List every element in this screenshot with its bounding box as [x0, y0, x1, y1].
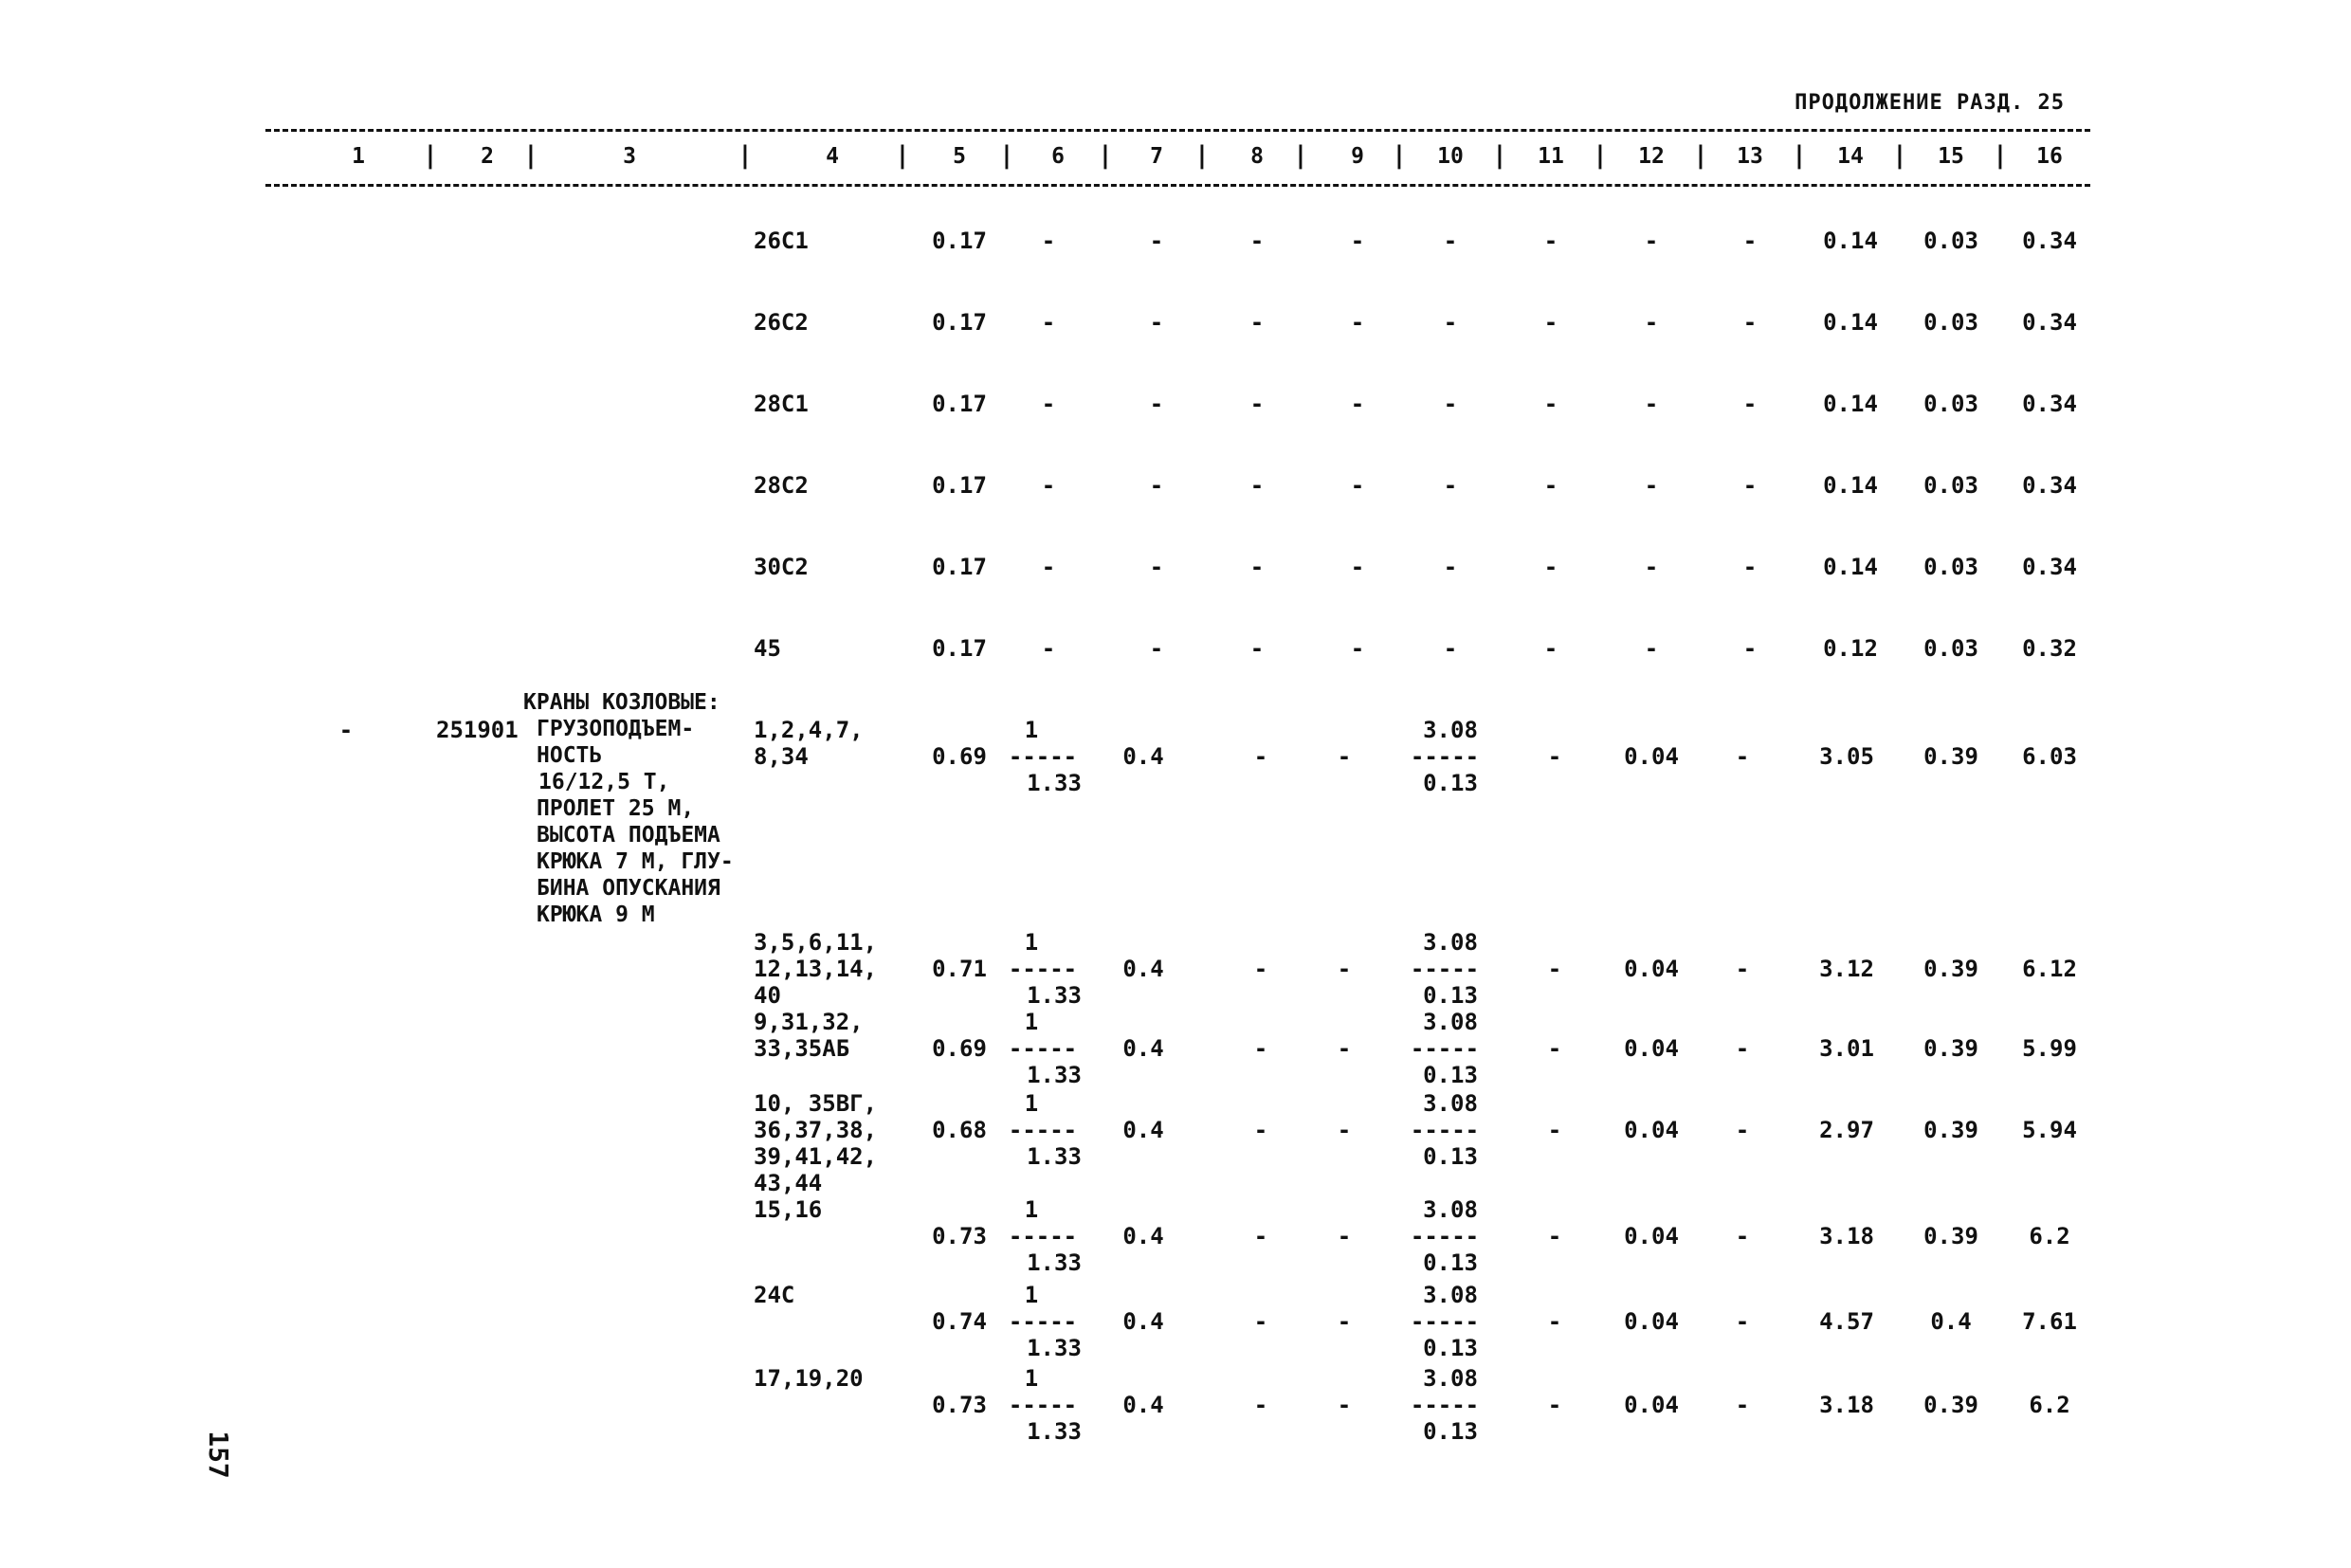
- fraction-numerator: 1: [1024, 1009, 1039, 1035]
- cell-value: 0.04: [1624, 1308, 1679, 1335]
- fraction-bar: -----: [1410, 743, 1480, 770]
- fraction-denominator: 0.13: [1423, 1249, 1478, 1276]
- cell-value: 0.04: [1624, 1117, 1679, 1143]
- cell-dash: -: [1149, 635, 1164, 662]
- cell-value: 0.4: [1122, 1223, 1164, 1249]
- fraction-denominator: 0.13: [1423, 770, 1478, 796]
- cell-value: 0.04: [1624, 1392, 1679, 1418]
- cell-dash: -: [1253, 1392, 1268, 1418]
- cell-dash: -: [1547, 1308, 1562, 1335]
- fraction-numerator: 3.08: [1423, 1090, 1478, 1117]
- cell-dash: -: [1735, 1223, 1750, 1249]
- cell-dash: -: [1041, 635, 1056, 662]
- cell-value: 0.39: [1923, 1223, 1978, 1249]
- cell-mark-line: 39,41,42,: [754, 1143, 878, 1170]
- fraction-bar: -----: [1410, 1035, 1480, 1062]
- cell-value: 0.39: [1923, 1117, 1978, 1143]
- column-separator: |: [1892, 141, 1907, 170]
- cell-dash: -: [1547, 956, 1562, 982]
- column-header-16: 16: [2036, 144, 2063, 169]
- cell-value: 0.34: [2022, 228, 2077, 254]
- column-header-5: 5: [953, 144, 966, 169]
- cell-dash: -: [1337, 1035, 1352, 1062]
- cell-value: 5.99: [2022, 1035, 2077, 1062]
- cell-value: 0.17: [932, 472, 987, 499]
- column-header-1: 1: [352, 144, 365, 169]
- cell-dash: -: [1149, 309, 1164, 336]
- cell-dash: -: [1644, 554, 1659, 580]
- cell-dash: -: [1253, 1308, 1268, 1335]
- cell-value: 6.03: [2022, 743, 2077, 770]
- fraction-bar: -----: [1008, 1035, 1078, 1062]
- cell-value: 0.71: [932, 956, 987, 982]
- cell-value: 0.14: [1823, 309, 1878, 336]
- cell-value: 0.03: [1923, 554, 1978, 580]
- cell-value: 0.34: [2022, 309, 2077, 336]
- fraction-bar: -----: [1008, 1117, 1078, 1143]
- cell-dash: -: [1547, 1117, 1562, 1143]
- cell-value: 0.17: [932, 391, 987, 417]
- fraction-numerator: 3.08: [1423, 1282, 1478, 1308]
- cell-value: 0.34: [2022, 472, 2077, 499]
- cell-dash: -: [1443, 391, 1458, 417]
- cell-value: 0.04: [1624, 1223, 1679, 1249]
- cell-dash: -: [1337, 743, 1352, 770]
- cell-value: 0.69: [932, 743, 987, 770]
- cell-value: 3.01: [1819, 1035, 1874, 1062]
- fraction-bar: -----: [1410, 1223, 1480, 1249]
- cell-value: 0.12: [1823, 635, 1878, 662]
- cell-dash: -: [1543, 472, 1558, 499]
- fraction-numerator: 3.08: [1423, 929, 1478, 956]
- cell-value: 0.4: [1122, 956, 1164, 982]
- column-separator: |: [1293, 141, 1308, 170]
- cell-dash: -: [1253, 1035, 1268, 1062]
- cell-dash: -: [1337, 1392, 1352, 1418]
- fraction-denominator: 1.33: [1027, 1418, 1082, 1445]
- fraction-denominator: 1.33: [1027, 982, 1082, 1009]
- fraction-bar: -----: [1008, 956, 1078, 982]
- cell-dash: -: [1735, 1035, 1750, 1062]
- column-header-4: 4: [826, 144, 839, 169]
- fraction-bar: -----: [1008, 1308, 1078, 1335]
- cell-value: 0.17: [932, 309, 987, 336]
- fraction-numerator: 1: [1024, 1196, 1039, 1223]
- group-code: 251901: [436, 717, 519, 743]
- cell-dash: -: [1547, 1223, 1562, 1249]
- cell-value: 0.39: [1923, 1392, 1978, 1418]
- cell-dash: -: [1644, 228, 1659, 254]
- cell-value: 0.39: [1923, 956, 1978, 982]
- cell-dash: -: [1149, 228, 1164, 254]
- column-separator: |: [1593, 141, 1608, 170]
- cell-dash: -: [1742, 391, 1758, 417]
- group-description-line: БИНА ОПУСКАНИЯ: [537, 876, 720, 901]
- group-description-line: КРАНЫ КОЗЛОВЫЕ:: [523, 690, 720, 715]
- cell-dash: -: [1547, 743, 1562, 770]
- cell-mark-line: 10, 35ВГ,: [754, 1090, 878, 1117]
- cell-dash: -: [1041, 554, 1056, 580]
- cell-dash: -: [1644, 472, 1659, 499]
- fraction-denominator: 1.33: [1027, 1249, 1082, 1276]
- cell-value: 0.74: [932, 1308, 987, 1335]
- cell-value: 0.32: [2022, 635, 2077, 662]
- cell-value: 0.34: [2022, 391, 2077, 417]
- cell-dash: -: [1337, 956, 1352, 982]
- column-header-8: 8: [1250, 144, 1264, 169]
- cell-mark: 26C2: [754, 309, 809, 336]
- group-description-line: 16/12,5 Т,: [538, 770, 670, 794]
- cell-mark: 45: [754, 635, 781, 662]
- cell-dash: -: [1547, 1035, 1562, 1062]
- cell-value: 0.4: [1122, 1035, 1164, 1062]
- fraction-denominator: 1.33: [1027, 770, 1082, 796]
- column-header-11: 11: [1538, 144, 1564, 169]
- cell-dash: -: [1041, 391, 1056, 417]
- fraction-denominator: 0.13: [1423, 1418, 1478, 1445]
- cell-dash: -: [1350, 391, 1365, 417]
- page-number: 157: [202, 1431, 234, 1479]
- group-description-line: НОСТЬ: [537, 743, 603, 768]
- cell-dash: -: [1337, 1223, 1352, 1249]
- cell-value: 4.57: [1819, 1308, 1874, 1335]
- column-separator: |: [1492, 141, 1507, 170]
- fraction-bar: -----: [1410, 956, 1480, 982]
- fraction-denominator: 0.13: [1423, 982, 1478, 1009]
- fraction-denominator: 1.33: [1027, 1143, 1082, 1170]
- column-header-13: 13: [1737, 144, 1763, 169]
- cell-value: 0.69: [932, 1035, 987, 1062]
- column-header-10: 10: [1437, 144, 1464, 169]
- fraction-denominator: 1.33: [1027, 1062, 1082, 1088]
- cell-value: 0.14: [1823, 228, 1878, 254]
- cell-dash: -: [1644, 635, 1659, 662]
- cell-mark-line: 17,19,20: [754, 1365, 864, 1392]
- cell-mark-line: 43,44: [754, 1170, 823, 1196]
- cell-dash: -: [1249, 635, 1265, 662]
- cell-dash: -: [1735, 1117, 1750, 1143]
- column-header-2: 2: [481, 144, 494, 169]
- cell-dash: -: [1543, 554, 1558, 580]
- cell-dash: -: [1249, 554, 1265, 580]
- cell-dash: -: [1742, 472, 1758, 499]
- column-header-15: 15: [1938, 144, 1964, 169]
- cell-value: 3.18: [1819, 1223, 1874, 1249]
- fraction-denominator: 1.33: [1027, 1335, 1082, 1361]
- column-header-7: 7: [1150, 144, 1163, 169]
- cell-mark: 28C2: [754, 472, 809, 499]
- cell-value: 6.2: [2029, 1223, 2070, 1249]
- cell-value: 3.05: [1819, 743, 1874, 770]
- cell-dash: -: [1350, 309, 1365, 336]
- cell-dash: -: [1742, 309, 1758, 336]
- cell-dash: -: [1543, 635, 1558, 662]
- cell-dash: -: [1735, 956, 1750, 982]
- cell-dash: -: [1041, 228, 1056, 254]
- cell-dash: -: [1644, 391, 1659, 417]
- column-header-9: 9: [1351, 144, 1364, 169]
- fraction-numerator: 1: [1024, 929, 1039, 956]
- cell-dash: -: [1735, 1308, 1750, 1335]
- fraction-numerator: 3.08: [1423, 1196, 1478, 1223]
- fraction-denominator: 0.13: [1423, 1335, 1478, 1361]
- cell-value: 6.2: [2029, 1392, 2070, 1418]
- cell-dash: -: [1249, 309, 1265, 336]
- cell-value: 0.14: [1823, 472, 1878, 499]
- cell-dash: -: [1742, 554, 1758, 580]
- fraction-numerator: 3.08: [1423, 717, 1478, 743]
- cell-dash: -: [1350, 228, 1365, 254]
- cell-value: 0.17: [932, 554, 987, 580]
- cell-value: 0.4: [1122, 1392, 1164, 1418]
- column-separator: |: [523, 141, 538, 170]
- cell-value: 0.4: [1122, 743, 1164, 770]
- cell-dash: -: [1644, 309, 1659, 336]
- cell-dash: -: [1443, 554, 1458, 580]
- column-header-6: 6: [1051, 144, 1065, 169]
- group-dash: -: [338, 717, 354, 743]
- cell-mark: 30C2: [754, 554, 809, 580]
- cell-dash: -: [1249, 228, 1265, 254]
- cell-dash: -: [1443, 228, 1458, 254]
- cell-dash: -: [1543, 228, 1558, 254]
- column-separator: |: [1194, 141, 1210, 170]
- cell-dash: -: [1149, 472, 1164, 499]
- cell-value: 0.73: [932, 1223, 987, 1249]
- cell-dash: -: [1249, 391, 1265, 417]
- fraction-bar: -----: [1008, 1392, 1078, 1418]
- cell-value: 3.18: [1819, 1392, 1874, 1418]
- group-description-line: ПРОЛЕТ 25 М,: [537, 796, 695, 821]
- cell-dash: -: [1041, 309, 1056, 336]
- fraction-numerator: 3.08: [1423, 1009, 1478, 1035]
- cell-dash: -: [1041, 472, 1056, 499]
- table-header-rule: [265, 184, 2090, 187]
- fraction-numerator: 1: [1024, 717, 1039, 743]
- cell-mark-line: 8,34: [754, 743, 809, 770]
- cell-dash: -: [1253, 1223, 1268, 1249]
- cell-dash: -: [1253, 1117, 1268, 1143]
- column-separator: |: [1392, 141, 1407, 170]
- cell-dash: -: [1443, 472, 1458, 499]
- cell-value: 0.14: [1823, 391, 1878, 417]
- column-header-3: 3: [623, 144, 636, 169]
- cell-dash: -: [1735, 743, 1750, 770]
- column-separator: |: [1098, 141, 1113, 170]
- group-description-line: ВЫСОТА ПОДЪЕМА: [537, 823, 720, 848]
- cell-value: 0.04: [1624, 743, 1679, 770]
- cell-mark-line: 24C: [754, 1282, 795, 1308]
- cell-value: 0.03: [1923, 472, 1978, 499]
- cell-dash: -: [1547, 1392, 1562, 1418]
- cell-value: 0.4: [1930, 1308, 1972, 1335]
- cell-value: 0.39: [1923, 1035, 1978, 1062]
- cell-mark-line: 12,13,14,: [754, 956, 878, 982]
- cell-value: 0.4: [1122, 1308, 1164, 1335]
- column-separator: |: [999, 141, 1014, 170]
- column-separator: |: [1993, 141, 2008, 170]
- fraction-bar: -----: [1410, 1308, 1480, 1335]
- column-header-14: 14: [1837, 144, 1864, 169]
- continuation-header: ПРОДОЛЖЕНИЕ РАЗД. 25: [1795, 91, 2065, 115]
- cell-mark-line: 1,2,4,7,: [754, 717, 864, 743]
- cell-value: 0.03: [1923, 309, 1978, 336]
- group-description-line: КРЮКА 9 М: [537, 903, 655, 927]
- cell-value: 7.61: [2022, 1308, 2077, 1335]
- fraction-bar: -----: [1008, 743, 1078, 770]
- fraction-bar: -----: [1410, 1117, 1480, 1143]
- cell-value: 0.17: [932, 228, 987, 254]
- fraction-bar: -----: [1008, 1223, 1078, 1249]
- cell-mark-line: 3,5,6,11,: [754, 929, 878, 956]
- cell-dash: -: [1350, 635, 1365, 662]
- cell-dash: -: [1443, 635, 1458, 662]
- cell-value: 0.03: [1923, 635, 1978, 662]
- cell-mark-line: 15,16: [754, 1196, 823, 1223]
- fraction-numerator: 1: [1024, 1090, 1039, 1117]
- group-description-line: КРЮКА 7 М, ГЛУ-: [537, 849, 734, 874]
- cell-dash: -: [1543, 309, 1558, 336]
- cell-value: 2.97: [1819, 1117, 1874, 1143]
- cell-value: 0.03: [1923, 391, 1978, 417]
- cell-value: 0.73: [932, 1392, 987, 1418]
- fraction-denominator: 0.13: [1423, 1062, 1478, 1088]
- fraction-bar: -----: [1410, 1392, 1480, 1418]
- cell-dash: -: [1350, 472, 1365, 499]
- cell-mark-line: 40: [754, 982, 781, 1009]
- cell-value: 0.4: [1122, 1117, 1164, 1143]
- column-separator: |: [738, 141, 753, 170]
- cell-value: 0.03: [1923, 228, 1978, 254]
- column-separator: |: [1792, 141, 1807, 170]
- group-description-line: ГРУЗОПОДЪЕМ-: [537, 717, 695, 741]
- cell-dash: -: [1253, 743, 1268, 770]
- cell-value: 0.39: [1923, 743, 1978, 770]
- cell-dash: -: [1742, 228, 1758, 254]
- cell-dash: -: [1253, 956, 1268, 982]
- fraction-numerator: 1: [1024, 1282, 1039, 1308]
- fraction-denominator: 0.13: [1423, 1143, 1478, 1170]
- cell-value: 0.68: [932, 1117, 987, 1143]
- column-separator: |: [423, 141, 438, 170]
- cell-mark-line: 36,37,38,: [754, 1117, 878, 1143]
- cell-value: 0.04: [1624, 1035, 1679, 1062]
- cell-value: 6.12: [2022, 956, 2077, 982]
- cell-mark-line: 9,31,32,: [754, 1009, 864, 1035]
- cell-dash: -: [1543, 391, 1558, 417]
- cell-value: 5.94: [2022, 1117, 2077, 1143]
- cell-dash: -: [1149, 554, 1164, 580]
- cell-mark: 28C1: [754, 391, 809, 417]
- column-header-12: 12: [1638, 144, 1665, 169]
- cell-dash: -: [1337, 1117, 1352, 1143]
- fraction-numerator: 3.08: [1423, 1365, 1478, 1392]
- column-separator: |: [1693, 141, 1708, 170]
- column-separator: |: [895, 141, 910, 170]
- table-top-rule: [265, 129, 2090, 132]
- cell-dash: -: [1337, 1308, 1352, 1335]
- cell-value: 0.14: [1823, 554, 1878, 580]
- cell-value: 3.12: [1819, 956, 1874, 982]
- cell-mark: 26C1: [754, 228, 809, 254]
- cell-dash: -: [1742, 635, 1758, 662]
- cell-value: 0.04: [1624, 956, 1679, 982]
- cell-dash: -: [1443, 309, 1458, 336]
- cell-mark-line: 33,35АБ: [754, 1035, 850, 1062]
- cell-value: 0.17: [932, 635, 987, 662]
- cell-dash: -: [1249, 472, 1265, 499]
- cell-dash: -: [1350, 554, 1365, 580]
- fraction-numerator: 1: [1024, 1365, 1039, 1392]
- cell-dash: -: [1149, 391, 1164, 417]
- cell-value: 0.34: [2022, 554, 2077, 580]
- cell-dash: -: [1735, 1392, 1750, 1418]
